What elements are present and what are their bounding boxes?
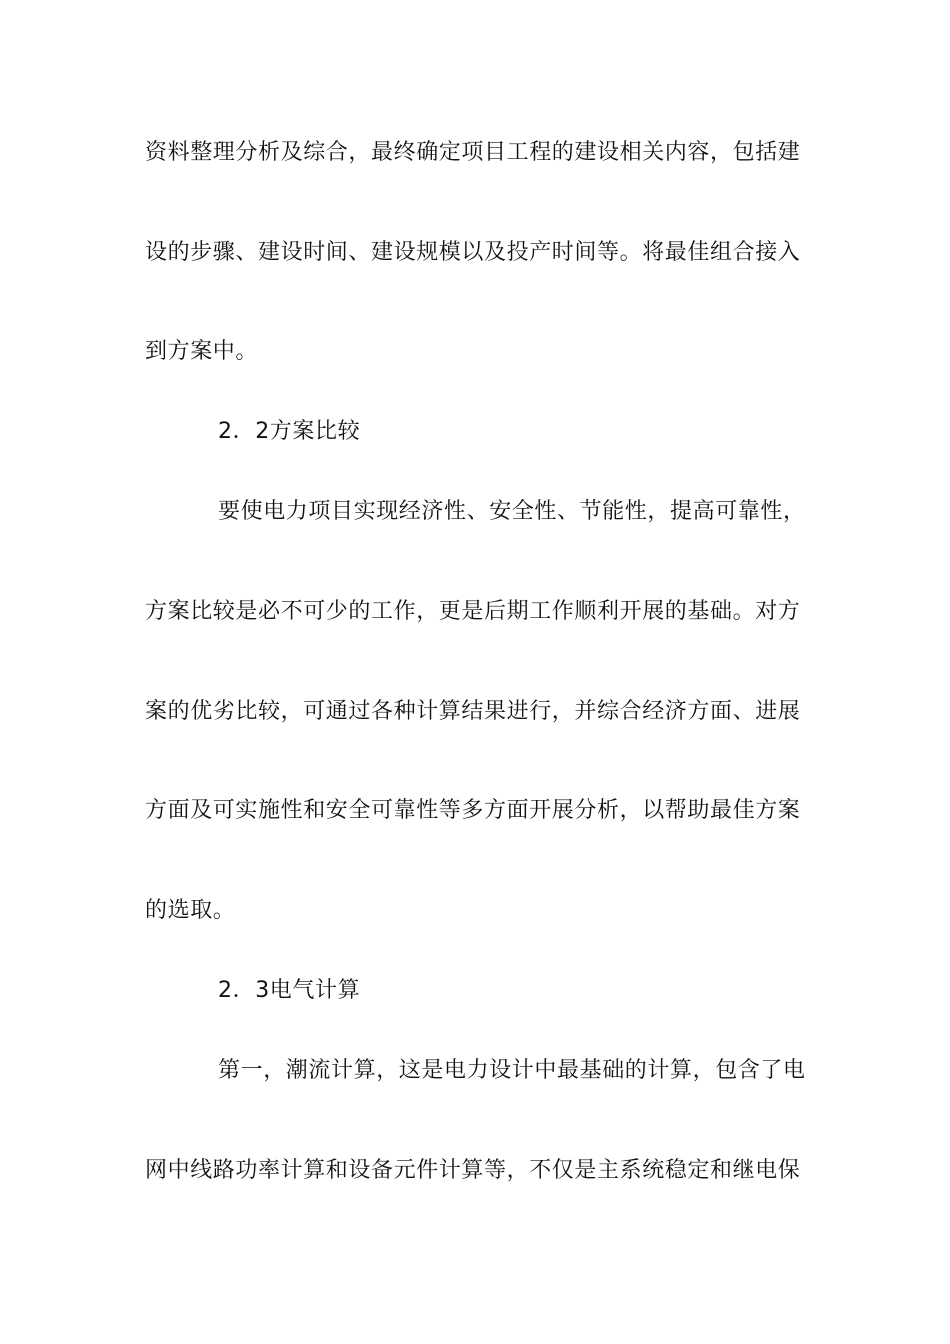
paragraph-line: 的选取。	[145, 898, 236, 923]
paragraph-line: 到方案中。	[145, 339, 259, 364]
section-heading-2-2: 2．2方案比较	[218, 419, 361, 444]
paragraph-line: 要使电力项目实现经济性、安全性、节能性，提高可靠性，	[218, 499, 806, 524]
section-heading-2-3: 2．3电气计算	[218, 978, 361, 1003]
paragraph-line: 网中线路功率计算和设备元件计算等，不仅是主系统稳定和继电保	[145, 1158, 801, 1183]
paragraph-line: 方面及可实施性和安全可靠性等多方面开展分析，以帮助最佳方案	[145, 798, 801, 823]
paragraph-line: 第一，潮流计算，这是电力设计中最基础的计算，包含了电	[218, 1058, 806, 1083]
paragraph-line: 设的步骤、建设时间、建设规模以及投产时间等。将最佳组合接入	[145, 240, 801, 265]
paragraph-line: 案的优劣比较，可通过各种计算结果进行，并综合经济方面、进展	[145, 699, 801, 724]
paragraph-line: 资料整理分析及综合，最终确定项目工程的建设相关内容，包括建	[145, 140, 801, 165]
paragraph-line: 方案比较是必不可少的工作，更是后期工作顺利开展的基础。对方	[145, 599, 801, 624]
